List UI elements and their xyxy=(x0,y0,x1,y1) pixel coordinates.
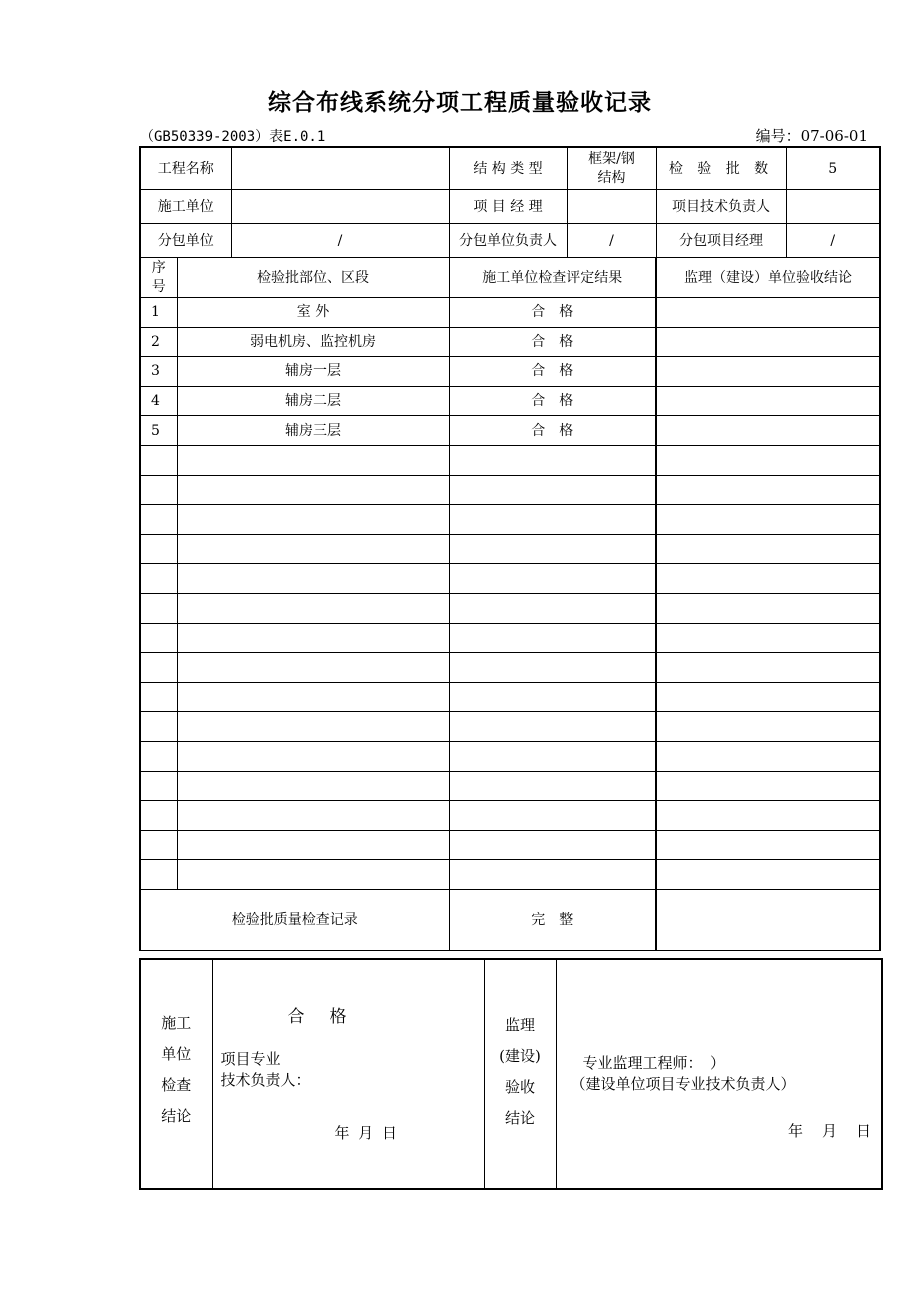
row-supervisor-conclusion[interactable] xyxy=(656,445,880,475)
row-location[interactable] xyxy=(177,771,449,801)
row-location[interactable] xyxy=(177,712,449,742)
row-supervisor-conclusion[interactable] xyxy=(656,682,880,712)
row-seq[interactable] xyxy=(140,830,177,860)
row-contractor-result[interactable]: 合 格 xyxy=(449,298,656,328)
table-row xyxy=(140,653,880,683)
row-seq[interactable] xyxy=(140,682,177,712)
row-location[interactable] xyxy=(177,593,449,623)
row-supervisor-conclusion[interactable] xyxy=(656,564,880,594)
row-seq[interactable] xyxy=(140,593,177,623)
table-row xyxy=(140,416,880,446)
row-location[interactable]: 弱电机房、监控机房 xyxy=(177,327,449,357)
standard-reference: （GB50339-2003）表E.0.1 xyxy=(140,129,326,145)
row-seq[interactable] xyxy=(140,860,177,890)
row-location[interactable] xyxy=(177,682,449,712)
row-supervisor-conclusion[interactable] xyxy=(656,712,880,742)
contractor-signer-line1: 项目专业 xyxy=(220,1050,281,1068)
row-contractor-result[interactable] xyxy=(449,771,656,801)
structure-type-value[interactable]: 框架/钢结构 xyxy=(567,147,656,190)
row-supervisor-conclusion[interactable] xyxy=(656,801,880,831)
project-manager-value[interactable] xyxy=(567,190,656,224)
row-contractor-result[interactable]: 合 格 xyxy=(449,327,656,357)
row-location[interactable] xyxy=(177,534,449,564)
row-supervisor-conclusion[interactable] xyxy=(656,741,880,771)
row-seq[interactable] xyxy=(140,801,177,831)
row-location[interactable] xyxy=(177,564,449,594)
row-seq[interactable]: 4 xyxy=(140,386,177,416)
table-row xyxy=(140,593,880,623)
row-seq[interactable]: 3 xyxy=(140,357,177,387)
conclusion-table xyxy=(139,958,883,1190)
sub-pm-label: 分包项目经理 xyxy=(656,224,786,258)
row-contractor-result[interactable] xyxy=(449,653,656,683)
inspection-rows xyxy=(140,298,880,890)
row-contractor-result[interactable] xyxy=(449,712,656,742)
row-location[interactable] xyxy=(177,445,449,475)
row-seq[interactable] xyxy=(140,564,177,594)
inspection-table xyxy=(139,146,881,951)
header-row-project xyxy=(140,147,880,190)
batch-count-value[interactable]: 5 xyxy=(786,147,880,190)
row-seq[interactable] xyxy=(140,475,177,505)
row-contractor-result[interactable]: 合 格 xyxy=(449,386,656,416)
row-seq[interactable] xyxy=(140,771,177,801)
row-supervisor-conclusion[interactable] xyxy=(656,505,880,535)
row-location[interactable] xyxy=(177,830,449,860)
sub-lead-value[interactable]: / xyxy=(567,224,656,258)
tech-lead-value[interactable] xyxy=(786,190,880,224)
supervisor-signer-line2: （建设单位项目专业技术负责人） xyxy=(570,1075,796,1093)
contractor-value[interactable] xyxy=(231,190,449,224)
row-contractor-result[interactable] xyxy=(449,830,656,860)
table-row xyxy=(140,741,880,771)
row-supervisor-conclusion[interactable] xyxy=(656,830,880,860)
header-row-contractor xyxy=(140,190,880,224)
contractor-signer-line2: 技术负责人： xyxy=(220,1071,311,1089)
table-row xyxy=(140,830,880,860)
row-contractor-result[interactable] xyxy=(449,564,656,594)
table-row xyxy=(140,712,880,742)
summary-label: 检验批质量检查记录 xyxy=(140,889,449,950)
table-row xyxy=(140,505,880,535)
project-manager-label: 项 目 经 理 xyxy=(449,190,567,224)
row-location[interactable]: 辅房一层 xyxy=(177,357,449,387)
row-contractor-result[interactable] xyxy=(449,593,656,623)
table-row xyxy=(140,386,880,416)
table-row xyxy=(140,475,880,505)
batch-count-label: 检 验 批 数 xyxy=(656,147,786,190)
col-supervisor-result-header: 监理（建设）单位验收结论 xyxy=(656,258,880,298)
row-contractor-result[interactable] xyxy=(449,801,656,831)
table-row xyxy=(140,623,880,653)
row-location[interactable]: 辅房二层 xyxy=(177,386,449,416)
summary-conclusion[interactable] xyxy=(656,889,880,950)
row-supervisor-conclusion[interactable] xyxy=(656,653,880,683)
contractor-conclusion-label xyxy=(140,959,212,1189)
table-row xyxy=(140,357,880,387)
supervisor-conclusion-cell[interactable] xyxy=(556,959,882,1189)
table-row xyxy=(140,445,880,475)
row-location[interactable] xyxy=(177,623,449,653)
row-seq[interactable] xyxy=(140,741,177,771)
project-name-value[interactable] xyxy=(231,147,449,190)
row-supervisor-conclusion[interactable] xyxy=(656,475,880,505)
row-contractor-result[interactable] xyxy=(449,623,656,653)
row-location[interactable] xyxy=(177,741,449,771)
col-location-header: 检验批部位、区段 xyxy=(177,258,449,298)
row-location[interactable] xyxy=(177,860,449,890)
row-seq[interactable] xyxy=(140,623,177,653)
row-supervisor-conclusion[interactable] xyxy=(656,534,880,564)
row-contractor-result[interactable] xyxy=(449,475,656,505)
row-supervisor-conclusion[interactable] xyxy=(656,771,880,801)
row-seq[interactable] xyxy=(140,712,177,742)
table-row xyxy=(140,682,880,712)
row-location[interactable]: 室 外 xyxy=(177,298,449,328)
row-supervisor-conclusion[interactable] xyxy=(656,860,880,890)
contractor-conclusion-label-text: 施工 单位 检查 结论 xyxy=(161,1014,192,1125)
table-row xyxy=(140,327,880,357)
table-row xyxy=(140,534,880,564)
row-contractor-result[interactable] xyxy=(449,860,656,890)
subcontractor-label: 分包单位 xyxy=(140,224,231,258)
table-row xyxy=(140,564,880,594)
row-supervisor-conclusion[interactable] xyxy=(656,298,880,328)
row-contractor-result[interactable] xyxy=(449,682,656,712)
tech-lead-label: 项目技术负责人 xyxy=(656,190,786,224)
subcontractor-value[interactable]: / xyxy=(231,224,449,258)
supervisor-signer-line1: 专业监理工程师： ） xyxy=(582,1054,726,1072)
table-row xyxy=(140,860,880,890)
row-supervisor-conclusion[interactable] xyxy=(656,416,880,446)
column-header-row xyxy=(140,258,880,298)
row-location[interactable] xyxy=(177,653,449,683)
table-row xyxy=(140,771,880,801)
supervisor-date: 年 月 日 xyxy=(787,1122,873,1140)
sub-pm-value[interactable]: / xyxy=(786,224,880,258)
row-seq[interactable]: 5 xyxy=(140,416,177,446)
row-seq[interactable] xyxy=(140,534,177,564)
col-contractor-result-header: 施工单位检查评定结果 xyxy=(449,258,656,298)
contractor-conclusion-cell[interactable] xyxy=(212,959,484,1189)
row-supervisor-conclusion[interactable] xyxy=(656,386,880,416)
row-seq[interactable] xyxy=(140,653,177,683)
page-title: 综合布线系统分项工程质量验收记录 xyxy=(268,90,652,116)
row-contractor-result[interactable] xyxy=(449,534,656,564)
supervisor-conclusion-label xyxy=(484,959,556,1189)
contractor-label: 施工单位 xyxy=(140,190,231,224)
row-contractor-result[interactable] xyxy=(449,741,656,771)
row-seq[interactable] xyxy=(140,445,177,475)
form-code: 编号：07-06-01 xyxy=(755,127,868,145)
row-supervisor-conclusion[interactable] xyxy=(656,623,880,653)
summary-row xyxy=(140,889,880,950)
row-location[interactable]: 辅房三层 xyxy=(177,416,449,446)
header-row-subcontractor xyxy=(140,224,880,258)
table-row xyxy=(140,801,880,831)
row-location[interactable] xyxy=(177,505,449,535)
row-location[interactable] xyxy=(177,475,449,505)
col-seq-header: 序号 xyxy=(140,258,177,298)
row-supervisor-conclusion[interactable] xyxy=(656,357,880,387)
row-contractor-result[interactable]: 合 格 xyxy=(449,357,656,387)
summary-value[interactable]: 完 整 xyxy=(449,889,656,950)
row-seq[interactable]: 1 xyxy=(140,298,177,328)
row-supervisor-conclusion[interactable] xyxy=(656,593,880,623)
row-supervisor-conclusion[interactable] xyxy=(656,327,880,357)
contractor-result: 合 格 xyxy=(287,1007,351,1027)
contractor-date: 年 月 日 xyxy=(334,1124,400,1142)
row-seq[interactable] xyxy=(140,505,177,535)
table-row xyxy=(140,298,880,328)
row-contractor-result[interactable] xyxy=(449,505,656,535)
row-seq[interactable]: 2 xyxy=(140,327,177,357)
row-location[interactable] xyxy=(177,801,449,831)
sub-lead-label: 分包单位负责人 xyxy=(449,224,567,258)
structure-type-label: 结 构 类 型 xyxy=(449,147,567,190)
project-name-label: 工程名称 xyxy=(140,147,231,190)
row-contractor-result[interactable] xyxy=(449,445,656,475)
row-contractor-result[interactable]: 合 格 xyxy=(449,416,656,446)
supervisor-conclusion-label-text: 监理 (建设) 验收 结论 xyxy=(499,1016,541,1127)
